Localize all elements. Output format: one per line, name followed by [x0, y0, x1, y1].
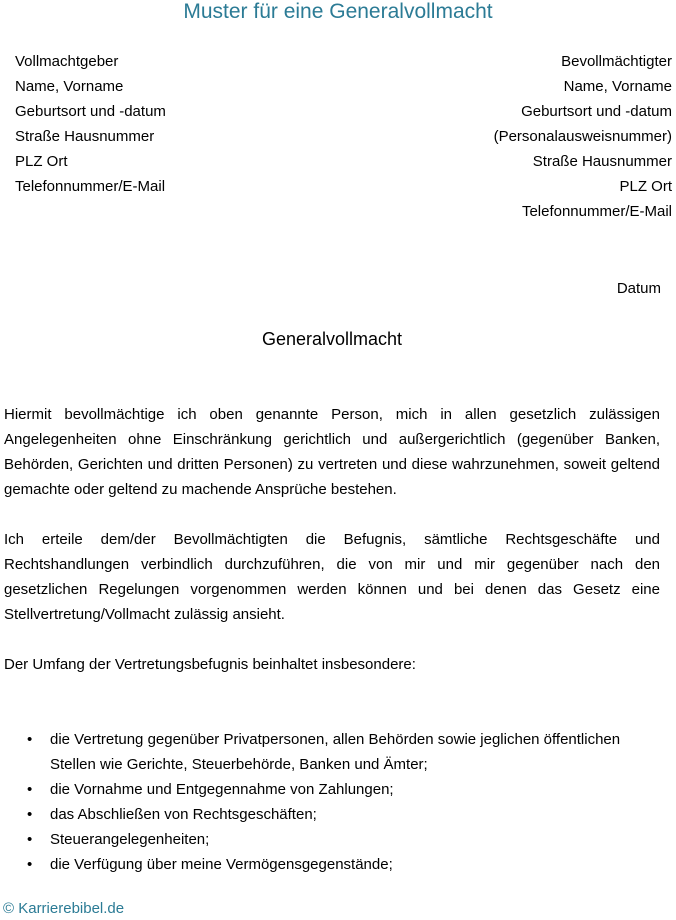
attorney-contact-line: Telefonnummer/E-Mail: [521, 203, 672, 220]
bullet-icon: •: [27, 781, 33, 798]
attorney-birth-line: Geburtsort und -datum: [521, 103, 672, 120]
list-item: [0, 852, 664, 877]
document-heading: Generalvollmacht: [261, 329, 403, 349]
list-item-text: Steuerangelegenheiten;: [50, 831, 210, 848]
paragraph-powers: Ich erteile dem/der Bevollmächtigten die Befugnis, sämtliche Rechtsgeschäfte und Rechtshandlungen verbindlich durchzuführen, die von mir und mir gegenüber nach den gesetzlichen Regelungen vorgenommen werden können und bei denen das Gesetz eine Stellvertretung/Vollmacht zulässig ansieht.: [4, 531, 660, 623]
attorney-heading: Bevollmächtigter: [561, 53, 672, 70]
date-label: Datum: [616, 280, 661, 297]
list-item-text: das Abschließen von Rechtsgeschäften;: [50, 806, 317, 823]
list-item: [0, 777, 664, 802]
scope-list: [0, 727, 664, 877]
paragraph-authorization: Hiermit bevollmächtige ich oben genannte Person, mich in allen gesetzlich zulässigen Angelegenheiten ohne Einschränkung gerichtlich und außergerichtlich (gegenüber Banken, Behörden, Gerichten und dritten Personen) zu vertreten und diese wahrzunehmen, soweit geltend gemachte oder geltend zu machende Ansprüche bestehen.: [4, 406, 660, 498]
copyright-footer: © Karrierebibel.de: [3, 900, 125, 917]
grantor-street-line: Straße Hausnummer: [15, 128, 155, 145]
list-item: [0, 727, 664, 777]
bullet-icon: •: [27, 831, 33, 848]
list-item-text: die Vertretung gegenüber Privatpersonen, allen Behörden sowie jeglichen öffentlichen Stellen wie Gerichte, Steuerbehörde, Banken und Ämter;: [50, 731, 621, 773]
attorney-street-line: Straße Hausnummer: [532, 153, 672, 170]
grantor-city-line: PLZ Ort: [15, 153, 68, 170]
grantor-birth-line: Geburtsort und -datum: [15, 103, 166, 120]
list-item-text: die Vornahme und Entgegennahme von Zahlungen;: [50, 781, 394, 798]
attorney-city-line: PLZ Ort: [619, 178, 672, 195]
grantor-block: [15, 49, 166, 199]
list-item: [0, 827, 664, 852]
bullet-icon: •: [27, 856, 33, 873]
list-item: [0, 802, 664, 827]
bullet-icon: •: [27, 731, 33, 748]
document-title: Muster für eine Generalvollmacht: [183, 0, 493, 23]
grantor-name-line: Name, Vorname: [15, 78, 124, 95]
attorney-id-line: (Personalausweisnummer): [493, 128, 672, 145]
paragraph-scope-intro: Der Umfang der Vertretungsbefugnis beinhaltet insbesondere:: [4, 656, 416, 673]
bullet-icon: •: [27, 806, 33, 823]
grantor-contact-line: Telefonnummer/E-Mail: [15, 178, 166, 195]
attorney-name-line: Name, Vorname: [563, 78, 672, 95]
grantor-heading: Vollmachtgeber: [15, 53, 119, 70]
attorney-block: [494, 49, 672, 224]
list-item-text: die Verfügung über meine Vermögensgegenstände;: [50, 856, 393, 873]
